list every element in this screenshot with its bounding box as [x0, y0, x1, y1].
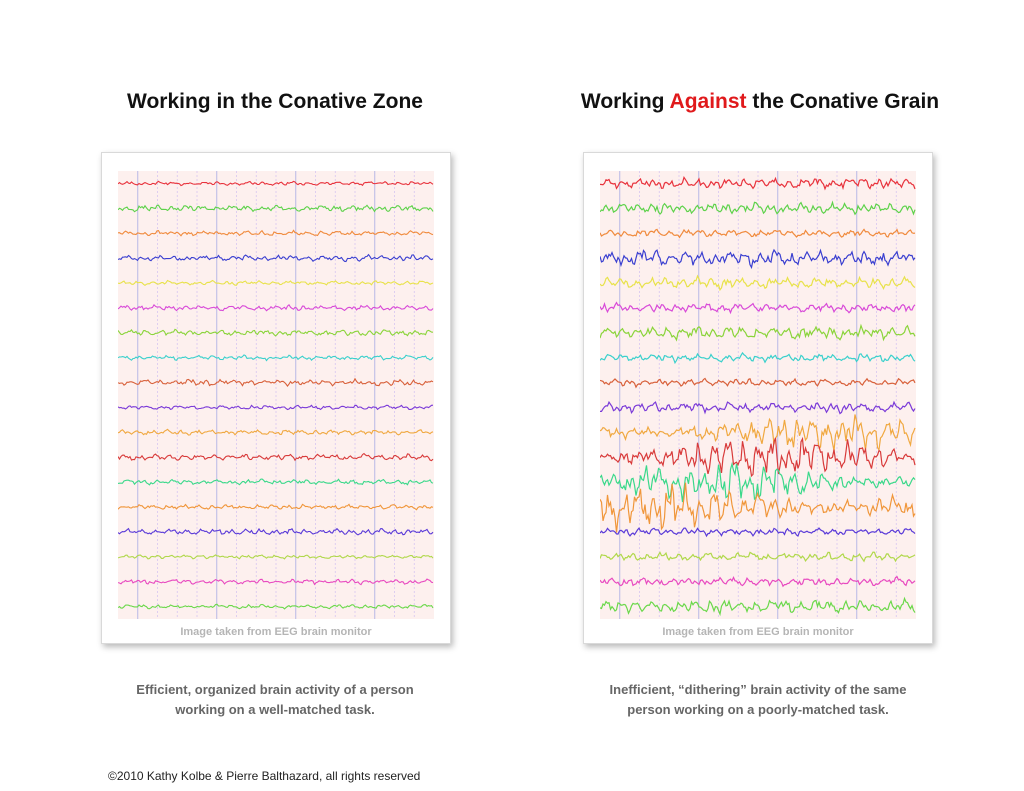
right-caption [578, 680, 938, 720]
title-prefix: Working [580, 90, 670, 113]
title-suffix: the Conative Grain [746, 90, 940, 113]
eeg-image-frame-left [101, 152, 451, 644]
left-caption-line-1: Efficient, organized brain activity of a person [136, 682, 414, 697]
eeg-image-dithering [600, 171, 916, 619]
title-accent: Against [669, 90, 747, 113]
image-credit-right: Image taken from EEG brain monitor [662, 626, 854, 638]
right-panel-title [545, 90, 975, 114]
left-caption-line-2: working on a well-matched task. [175, 702, 375, 717]
eeg-image-organized [118, 171, 434, 619]
image-credit-left: Image taken from EEG brain monitor [180, 626, 372, 638]
left-caption [95, 680, 455, 720]
left-panel-title: Working in the Conative Zone [127, 90, 423, 113]
right-caption-line-1: Inefficient, “dithering” brain activity of the same [609, 682, 907, 697]
eeg-image-frame-right [583, 152, 933, 644]
right-caption-line-2: person working on a poorly-matched task. [627, 702, 889, 717]
copyright-notice: ©2010 Kathy Kolbe & Pierre Balthazard, all rights reserved [108, 769, 421, 783]
